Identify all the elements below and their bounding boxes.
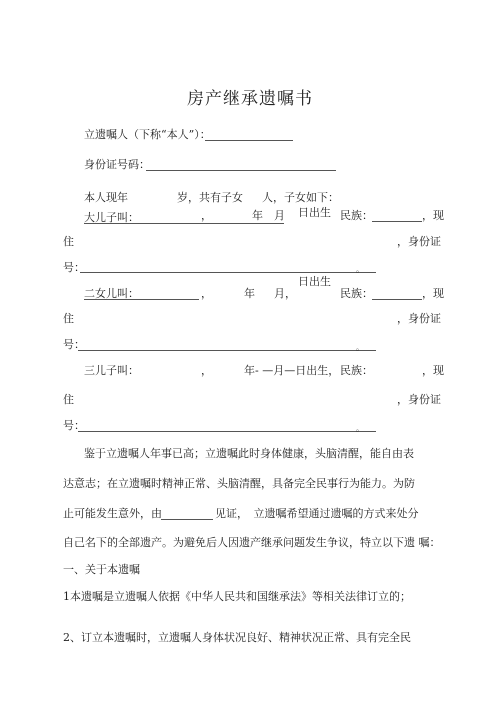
child1-period: 。 [356,265,364,274]
child3-now-label: ，现 [422,364,444,377]
child2-name-label: 二女儿叫： [84,287,139,300]
child1-month-label: 月 [274,209,285,222]
child3-id-label: 号： [63,419,85,432]
child1-id-label: 号： [63,261,85,274]
child2-comma: ， [201,287,212,300]
body-line-1: 鉴于立遗嘱人年事已高；立遗嘱此时身体健康，头脑清醒，能自由表 [84,447,414,460]
child2-name-blank[interactable] [84,299,199,300]
children-count-label: 岁，共有子女 [177,191,243,204]
child1-live-label: 住 [63,235,74,248]
child3-id-card-label: ，身份证 [397,393,441,406]
child2-year-label: 年 [244,287,255,300]
id-number-label: 身份证号码： [84,158,150,171]
child1-id-card-label: ，身份证 [397,235,441,248]
child1-birth-label: 日出生 [298,206,331,219]
child3-ethnicity-label: 民族： [340,364,373,377]
section-heading-1: 一、关于本遗嘱 [63,563,140,576]
body-line-3b: 见证， 立遗嘱希望通过遗嘱的方式来处分 [215,507,419,520]
clause-1: 1本遗嘱是立遗嘱人依据《中华人民共和国继承法》等相关法律订立的； [63,590,411,603]
child1-name-label: 大儿子叫： [84,211,139,224]
child3-live-label: 住 [63,393,74,406]
child2-now-label: ，现 [422,287,444,300]
child3-comma: ， [201,364,212,377]
child2-month-label: 月， [274,287,296,300]
child2-birth-label: 日出生 [298,275,331,288]
child1-comma: ， [201,209,212,222]
child2-id-blank[interactable] [78,350,376,351]
child2-ethnicity-blank[interactable] [372,299,422,300]
child2-period: 。 [356,343,364,352]
child3-date-label: 年- —月—日出生， [244,364,340,377]
id-number-blank[interactable] [146,170,336,171]
testator-label: 立遗嘱人（下称“本人”）： [84,128,211,141]
clause-2: 2、订立本遗嘱时，立遗嘱人身体状况良好、精神状况正常、具有完全民 [63,631,411,644]
testator-name-blank[interactable] [205,140,293,141]
child1-name-blank[interactable] [84,223,284,224]
child1-ethnicity-label: 民族： [340,209,373,222]
document-title: 房产继承遗嘱书 [187,89,313,109]
child2-id-label: 号： [63,338,85,351]
age-label: 本人现年 [84,191,128,204]
child2-live-label: 住 [63,312,74,325]
child3-id-blank[interactable] [78,431,376,432]
child3-name-label: 三儿子叫： [84,364,139,377]
child3-period: 。 [356,424,364,433]
child1-year-label: 年 [252,209,263,222]
child2-id-card-label: ，身份证 [397,312,441,325]
child1-id-blank[interactable] [80,272,376,273]
children-list-label: 人，子女如下： [262,191,339,204]
body-line-4: 自己名下的全部遗产。为避免后人因遗产继承问题发生争议，特立以下遗 嘱： [63,536,441,549]
body-line-3a: 止可能发生意外，由 [63,507,162,520]
child1-now-label: ，现 [422,209,444,222]
child2-ethnicity-label: 民族： [340,287,373,300]
witness-blank[interactable] [161,519,213,520]
child1-ethnicity-blank[interactable] [372,221,422,222]
body-line-2: 达意志；在立遗嘱时精神正常、头脑清醒，具备完全民事行为能力。为防 [63,477,415,490]
